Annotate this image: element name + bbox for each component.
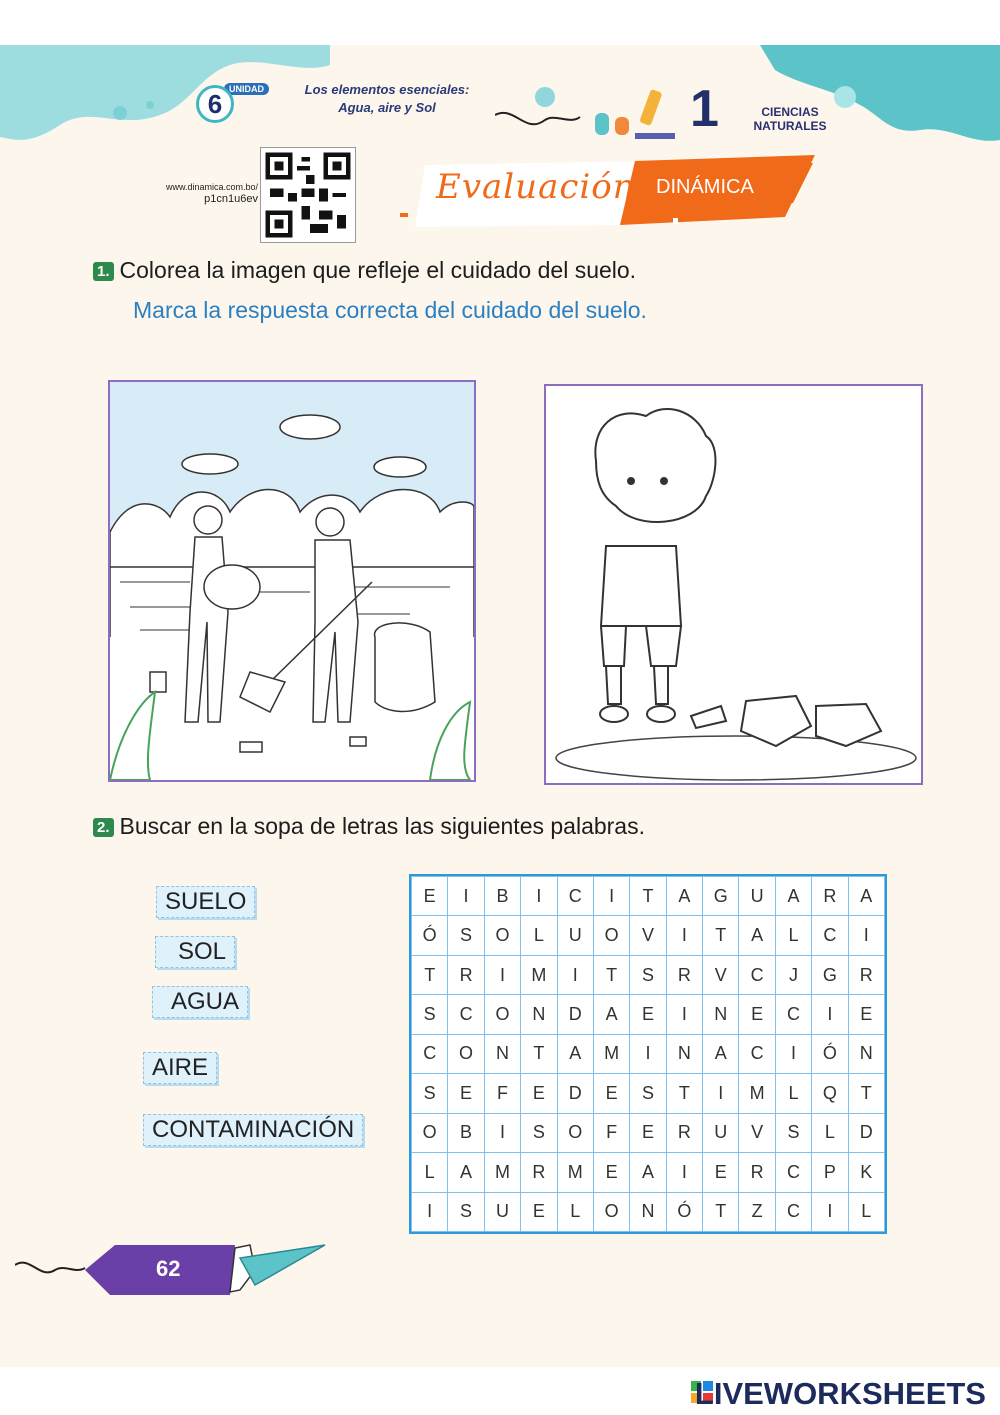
grid-cell[interactable]: Z (739, 1192, 775, 1232)
grid-cell[interactable]: T (848, 1074, 884, 1113)
grid-cell[interactable]: S (630, 955, 666, 994)
grid-cell[interactable]: O (484, 995, 520, 1034)
grid-cell[interactable]: M (484, 1153, 520, 1192)
grid-cell[interactable]: Ó (812, 1034, 848, 1073)
grid-cell[interactable]: L (848, 1192, 884, 1232)
grid-cell[interactable]: F (593, 1113, 629, 1152)
grid-cell[interactable]: N (484, 1034, 520, 1073)
grid-cell[interactable]: E (593, 1074, 629, 1113)
grid-cell[interactable]: B (484, 877, 520, 916)
grid-cell[interactable]: O (412, 1113, 448, 1152)
qr-url (120, 181, 258, 205)
grid-cell[interactable]: C (775, 1153, 811, 1192)
littering-boy-illustration[interactable] (544, 384, 923, 785)
subject-label (742, 105, 838, 133)
question-1-instruction: Marca la respuesta correcta del cuidado del suelo. (133, 297, 647, 323)
microscope-icon (495, 85, 695, 145)
grid-cell[interactable]: D (557, 995, 593, 1034)
grid-cell[interactable]: U (739, 877, 775, 916)
grid-cell[interactable]: O (484, 916, 520, 955)
page-number: 62 (156, 1256, 181, 1281)
grid-row (412, 955, 885, 994)
grid-cell[interactable]: E (521, 1074, 557, 1113)
grid-cell[interactable]: I (703, 1074, 739, 1113)
grid-cell[interactable]: E (448, 1074, 484, 1113)
grade-number: 1 (690, 80, 719, 138)
grid-cell[interactable]: R (448, 955, 484, 994)
grid-row (412, 1034, 885, 1073)
grid-cell[interactable]: C (775, 995, 811, 1034)
grid-cell[interactable]: T (630, 877, 666, 916)
question-2-number: 2. (93, 818, 114, 837)
grid-cell[interactable]: A (775, 877, 811, 916)
grid-cell[interactable]: R (848, 955, 884, 994)
grid-cell[interactable]: I (812, 995, 848, 1034)
beach-cleanup-image (110, 382, 474, 780)
grid-cell[interactable]: O (593, 1192, 629, 1232)
question-2-text: Buscar en la sopa de letras las siguientes palabras. (119, 813, 645, 839)
grid-cell[interactable]: M (521, 955, 557, 994)
grid-cell[interactable]: T (593, 955, 629, 994)
grid-row (412, 1153, 885, 1192)
evaluation-title: Evaluación (436, 167, 636, 207)
grid-cell[interactable]: K (848, 1153, 884, 1192)
grid-cell[interactable]: T (703, 1192, 739, 1232)
grid-row (412, 916, 885, 955)
grid-cell[interactable]: L (812, 1113, 848, 1152)
grid-cell[interactable]: R (521, 1153, 557, 1192)
grid-cell[interactable]: C (739, 955, 775, 994)
grid-cell[interactable]: G (703, 877, 739, 916)
word-search-table (411, 876, 885, 1232)
grid-row (412, 877, 885, 916)
grid-cell[interactable]: A (666, 877, 702, 916)
grid-cell[interactable]: S (630, 1074, 666, 1113)
grid-cell[interactable]: A (630, 1153, 666, 1192)
grid-cell[interactable]: S (521, 1113, 557, 1152)
grid-cell[interactable]: F (484, 1074, 520, 1113)
grid-cell[interactable]: E (412, 877, 448, 916)
grid-cell[interactable]: T (521, 1034, 557, 1073)
grid-cell[interactable]: I (484, 955, 520, 994)
grid-cell[interactable]: V (630, 916, 666, 955)
grid-cell[interactable]: D (557, 1074, 593, 1113)
question-1-number: 1. (93, 262, 114, 281)
grid-cell[interactable]: O (593, 916, 629, 955)
grid-cell[interactable]: C (775, 1192, 811, 1232)
grid-cell[interactable]: S (448, 916, 484, 955)
beach-cleanup-illustration[interactable] (108, 380, 476, 782)
grid-cell[interactable]: E (593, 1153, 629, 1192)
grid-cell[interactable]: I (666, 916, 702, 955)
grid-cell[interactable]: T (703, 916, 739, 955)
grid-cell[interactable]: S (412, 995, 448, 1034)
word-card-agua: AGUA (152, 986, 248, 1018)
grid-cell[interactable]: T (666, 1074, 702, 1113)
question-1-text: Colorea la imagen que refleje el cuidado del suelo. (119, 257, 637, 283)
grid-cell[interactable]: E (739, 995, 775, 1034)
grid-cell[interactable]: S (775, 1113, 811, 1152)
grid-cell[interactable]: R (666, 955, 702, 994)
grid-cell[interactable]: R (666, 1113, 702, 1152)
grid-cell[interactable]: B (448, 1113, 484, 1152)
grid-cell[interactable]: U (557, 916, 593, 955)
worksheet-page (0, 45, 1000, 1367)
grid-cell[interactable]: I (666, 995, 702, 1034)
grid-cell[interactable]: I (666, 1153, 702, 1192)
grid-cell[interactable]: U (703, 1113, 739, 1152)
grid-cell[interactable]: C (739, 1034, 775, 1073)
grid-cell[interactable]: Ó (666, 1192, 702, 1232)
grid-cell[interactable]: D (848, 1113, 884, 1152)
word-card-suelo: SUELO (156, 886, 255, 918)
grid-cell[interactable]: N (666, 1034, 702, 1073)
grid-cell[interactable]: A (448, 1153, 484, 1192)
word-search-grid[interactable] (409, 874, 887, 1234)
grid-cell[interactable]: S (448, 1192, 484, 1232)
grid-cell[interactable]: J (775, 955, 811, 994)
grid-cell[interactable]: L (412, 1153, 448, 1192)
grid-cell[interactable]: I (812, 1192, 848, 1232)
grid-cell[interactable]: V (703, 955, 739, 994)
grid-row (412, 1113, 885, 1152)
grid-cell[interactable]: I (775, 1034, 811, 1073)
qr-code-icon[interactable] (260, 147, 356, 243)
liveworksheets-brand[interactable]: LIVEWORKSHEETS (694, 1376, 986, 1411)
evaluation-tag: DINÁMICA (656, 176, 754, 198)
grid-cell[interactable]: R (739, 1153, 775, 1192)
grid-cell[interactable]: N (630, 1192, 666, 1232)
grid-cell[interactable]: E (703, 1153, 739, 1192)
grid-cell[interactable]: M (739, 1074, 775, 1113)
grid-cell[interactable]: I (484, 1113, 520, 1152)
grid-cell[interactable]: V (739, 1113, 775, 1152)
grid-cell[interactable]: O (557, 1113, 593, 1152)
grid-cell[interactable]: I (593, 877, 629, 916)
grid-cell[interactable]: O (448, 1034, 484, 1073)
grid-cell[interactable]: E (630, 1113, 666, 1152)
grid-cell[interactable]: L (521, 916, 557, 955)
grid-cell[interactable]: I (848, 916, 884, 955)
unit-number: 6 (196, 85, 234, 123)
grid-cell[interactable]: G (812, 955, 848, 994)
grid-cell[interactable]: S (412, 1074, 448, 1113)
unit-title-line1: Los elementos esenciales: (304, 82, 470, 97)
subject-line1: CIENCIAS (761, 105, 819, 119)
subject-line2: NATURALES (753, 119, 827, 133)
grid-cell[interactable]: M (557, 1153, 593, 1192)
word-card-aire: AIRE (143, 1052, 217, 1084)
grid-cell[interactable]: I (557, 955, 593, 994)
grid-cell[interactable]: E (521, 1192, 557, 1232)
grid-cell[interactable]: N (703, 995, 739, 1034)
grid-cell[interactable]: L (775, 916, 811, 955)
grid-cell[interactable]: L (775, 1074, 811, 1113)
grid-cell[interactable]: I (521, 877, 557, 916)
grid-cell[interactable]: A (703, 1034, 739, 1073)
grid-cell[interactable]: C (557, 877, 593, 916)
grid-cell[interactable]: C (812, 916, 848, 955)
grid-cell[interactable]: A (557, 1034, 593, 1073)
word-card-sol: SOL (155, 936, 235, 968)
grid-cell[interactable]: I (412, 1192, 448, 1232)
grid-cell[interactable]: Ó (412, 916, 448, 955)
grid-cell[interactable]: T (412, 955, 448, 994)
grid-cell[interactable]: I (630, 1034, 666, 1073)
unit-label: UNIDAD (224, 83, 269, 95)
unit-title-line2: Agua, aire y Sol (338, 100, 436, 115)
littering-boy-image (546, 386, 921, 783)
question-2-title (93, 813, 645, 840)
grid-cell[interactable]: R (812, 877, 848, 916)
grid-cell[interactable]: E (848, 995, 884, 1034)
unit-title (282, 81, 492, 117)
grid-row (412, 995, 885, 1034)
grid-cell[interactable]: A (739, 916, 775, 955)
grid-cell[interactable]: A (593, 995, 629, 1034)
grid-cell[interactable]: Q (812, 1074, 848, 1113)
grid-row (412, 1192, 885, 1232)
grid-cell[interactable]: E (630, 995, 666, 1034)
grid-cell[interactable]: C (412, 1034, 448, 1073)
grid-cell[interactable]: N (521, 995, 557, 1034)
grid-cell[interactable]: L (557, 1192, 593, 1232)
grid-cell[interactable]: N (848, 1034, 884, 1073)
word-card-contaminacion: CONTAMINACIÓN (143, 1114, 363, 1146)
grid-cell[interactable]: A (848, 877, 884, 916)
grid-cell[interactable]: I (448, 877, 484, 916)
qr-url-line2: p1cn1u6ev (204, 193, 258, 205)
qr-url-line1: www.dinamica.com.bo/ (165, 182, 258, 192)
grid-cell[interactable]: U (484, 1192, 520, 1232)
grid-row (412, 1074, 885, 1113)
grid-cell[interactable]: M (593, 1034, 629, 1073)
question-1-title (93, 257, 636, 284)
grid-cell[interactable]: C (448, 995, 484, 1034)
grid-cell[interactable]: P (812, 1153, 848, 1192)
